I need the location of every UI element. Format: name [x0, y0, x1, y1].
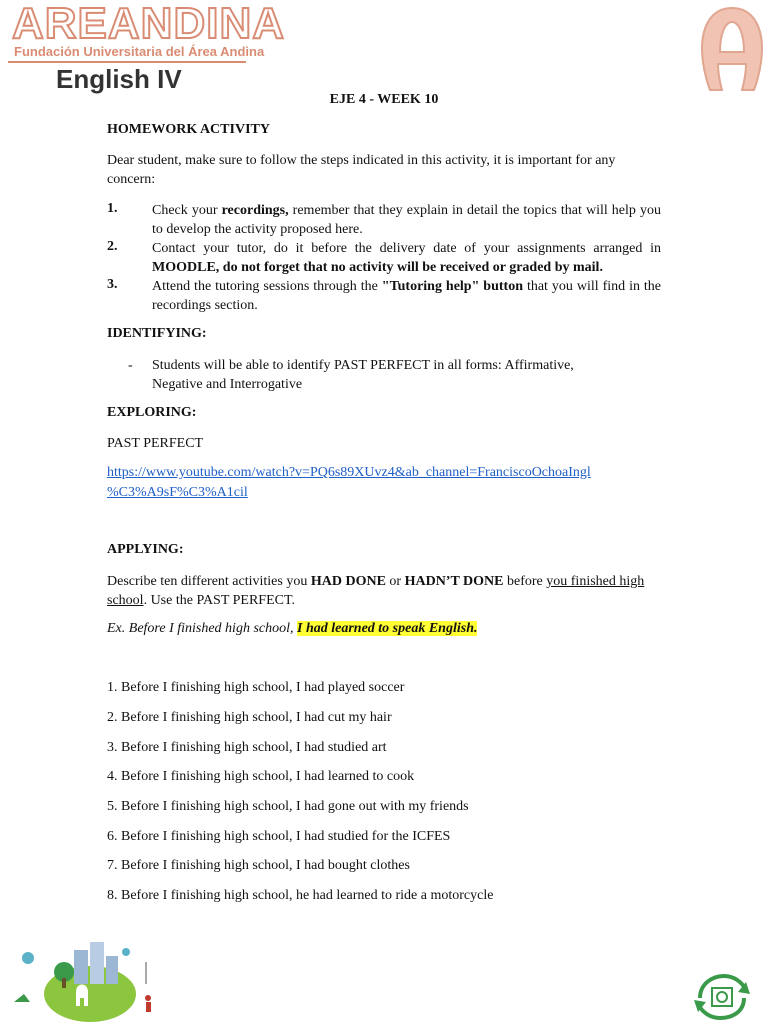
step-text: Contact your tutor, do it before the delivery date of your assignments arranged in MOODLE, do not forget that no activity will be received or graded by mail.: [152, 241, 661, 275]
homework-intro: Dear student, make sure to follow the steps indicated in this activity, it is important for any concern:: [107, 153, 616, 187]
course-title: English IV: [56, 64, 182, 94]
answer-item: 8. Before I finishing high school, he had learned to ride a motorcycle: [107, 888, 494, 903]
applying-example: Ex. Before I finished high school, I had learned to speak English.: [107, 621, 478, 636]
identifying-text: Students will be able to identify PAST PERFECT in all forms: Affirmative, Negative and Interrogative: [152, 358, 574, 392]
step-number: 3.: [107, 277, 118, 292]
step-text: Check your recordings, remember that they explain in detail the topics that will help you to develop the activity proposed here.: [152, 203, 661, 237]
step-number: 1.: [107, 201, 118, 216]
answer-item: 1. Before I finishing high school, I had played soccer: [107, 680, 405, 695]
answer-item: 6. Before I finishing high school, I had studied for the ICFES: [107, 829, 451, 844]
answer-item: 4. Before I finishing high school, I had learned to cook: [107, 769, 415, 784]
exploring-title: EXPLORING:: [107, 405, 197, 420]
step-text: Attend the tutoring sessions through the "Tutoring help" button that you will find in the recordings section.: [152, 279, 662, 313]
week-heading: EJE 4 - WEEK 10: [329, 92, 439, 107]
answer-item: 5. Before I finishing high school, I had gone out with my friends: [107, 799, 469, 814]
exploring-topic: PAST PERFECT: [107, 436, 204, 451]
applying-title: APPLYING:: [107, 542, 184, 557]
step-number: 2.: [107, 239, 118, 254]
identifying-title: IDENTIFYING:: [107, 326, 207, 341]
bullet-dash: -: [128, 358, 133, 373]
answer-item: 2. Before I finishing high school, I had cut my hair: [107, 710, 392, 725]
brand-divider: [8, 61, 246, 63]
brand-logo-text: AREANDINA: [12, 0, 285, 48]
eco-city-illustration-icon: [8, 928, 168, 1022]
video-link[interactable]: https://www.youtube.com/watch?v=PQ6s89XUvz4&ab_channel=FranciscoOchoaIngl %C3%A9sF%C3%A1cil: [107, 465, 591, 500]
applying-description: Describe ten different activities you HAD DONE or HADN’T DONE before you finished high school. Use the PAST PERFECT.: [107, 574, 645, 608]
brand-subtitle: Fundación Universitaria del Área Andina: [14, 44, 265, 59]
homework-title: HOMEWORK ACTIVITY: [107, 122, 270, 137]
answer-item: 3. Before I finishing high school, I had studied art: [107, 740, 387, 755]
recycle-badge-icon: [690, 972, 754, 1022]
answer-item: 7. Before I finishing high school, I had bought clothes: [107, 858, 410, 873]
areandina-logo-icon: [696, 2, 768, 94]
